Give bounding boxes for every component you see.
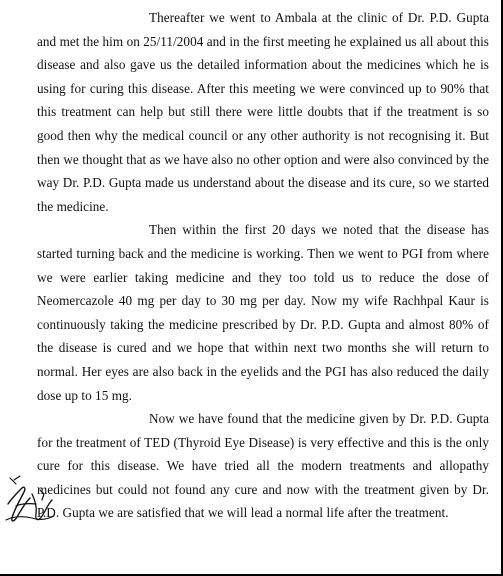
handwritten-signature <box>2 470 58 532</box>
paragraph-3: Now we have found that the medicine given by Dr. P.D. Gupta for the treatment of TED (Thyroid Eye Disease) is very effective and this is the only cure for this disease. We have tried all the modern treatments and allopathy medicines but could not found any cure and now with the treatment given by Dr. P.D. Gupta we are satisfied that we will lead a normal life after the treatment. <box>37 411 489 521</box>
letter-body <box>37 6 489 525</box>
paragraph-1: Thereafter we went to Ambala at the clinic of Dr. P.D. Gupta and met the him on 25/11/2004 and in the first meeting he explained us all about this disease and also gave us the detailed information about the medicines which he is using for curing this disease. After this meeting we were convinced up to 90% that this treatment can help but still there were little doubts that if the treatment is so good then why the medical council or any other authority is not recognising it. But then we thought that as we have also no other option and were also convinced by the way Dr. P.D. Gupta made us understand about the disease and its cure, so we started the medicine. <box>37 10 489 214</box>
paragraph-2: Then within the first 20 days we noted that the disease has started turning back and the medicine is working. Then we went to PGI from where we were earlier taking medicine and they too told us to reduce the dose of Neomercazole 40 mg per day to 30 mg per day. Now my wife Rachhpal Kaur is continuously taking the medicine prescribed by Dr. P.D. Gupta and almost 80% of the disease is cured and we hope that within next two months she will return to normal. Her eyes are also back in the eyelids and the PGI has also reduced the daily dose up to 15 mg. <box>37 222 489 403</box>
